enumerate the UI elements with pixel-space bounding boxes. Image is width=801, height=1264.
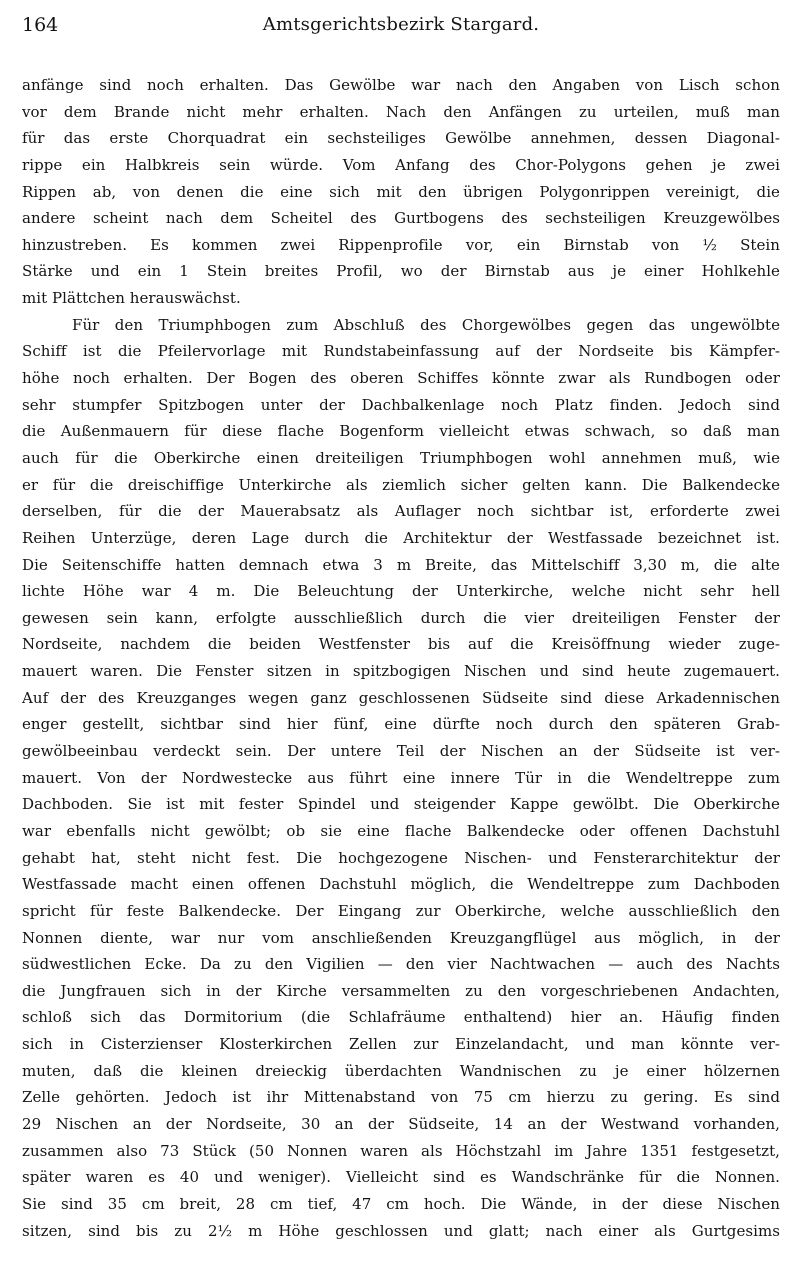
text-line: lichte Höhe war 4 m. Die Beleuchtung der Unterkirche, welche nicht sehr hell <box>22 582 780 601</box>
text-line: später waren es 40 und weniger). Vielleicht sind es Wandschränke für die Nonnen. <box>22 1168 780 1187</box>
running-title: Amtsgerichtsbezirk Stargard. <box>262 14 540 35</box>
text-line: höhe noch erhalten. Der Bogen des oberen Schiffes könnte zwar als Rundbogen oder <box>22 369 780 388</box>
text-line: Westfassade macht einen offenen Dachstuhl möglich, die Wendeltreppe zum Dachboden <box>22 875 780 894</box>
text-line: enger gestellt, sichtbar sind hier fünf, eine dürfte noch durch den späteren Grab- <box>22 715 780 734</box>
text-line: muten, daß die kleinen dreieckig überdachten Wandnischen zu je einer hölzernen <box>22 1061 780 1080</box>
text-line: Sie sind 35 cm breit, 28 cm tief, 47 cm hoch. Die Wände, in der diese Nischen <box>22 1194 780 1213</box>
text-line: Reihen Unterzüge, deren Lage durch die Architektur der Westfassade bezeichnet ist. <box>22 528 780 547</box>
text-line: Für den Triumphbogen zum Abschluß des Chorgewölbes gegen das ungewölbte <box>72 315 780 334</box>
text-line: Zelle gehörten. Jedoch ist ihr Mittenabstand von 75 cm hierzu zu gering. Es sind <box>22 1088 780 1107</box>
text-line: für das erste Chorquadrat ein sechsteiliges Gewölbe annehmen, dessen Diagonal- <box>22 129 780 148</box>
text-line: er für die dreischiffige Unterkirche als ziemlich sicher gelten kann. Die Balkendecke <box>22 475 780 494</box>
text-line: 29 Nischen an der Nordseite, 30 an der Südseite, 14 an der Westwand vorhanden, <box>22 1114 780 1133</box>
page-header <box>22 10 780 40</box>
text-line: Rippen ab, von denen die eine sich mit den übrigen Polygonrippen vereinigt, die <box>22 182 780 201</box>
text-line: Dachboden. Sie ist mit fester Spindel und steigender Kappe gewölbt. Die Oberkirche <box>22 795 780 814</box>
text-line: andere scheint nach dem Scheitel des Gurtbogens des sechsteiligen Kreuzgewölbes <box>22 209 780 228</box>
paragraph-1 <box>22 72 780 312</box>
text-line: gehabt hat, steht nicht fest. Die hochgezogene Nischen- und Fensterarchitektur der <box>22 848 780 867</box>
text-line: gewesen sein kann, erfolgte ausschließlich durch die vier dreiteiligen Fenster der <box>22 608 780 627</box>
text-line: auch für die Oberkirche einen dreiteiligen Triumphbogen wohl annehmen muß, wie <box>22 448 780 467</box>
text-line: vor dem Brande nicht mehr erhalten. Nach den Anfängen zu urteilen, muß man <box>22 102 780 121</box>
text-line: Stärke und ein 1 Stein breites Profil, wo der Birnstab aus je einer Hohlkehle <box>22 262 780 281</box>
text-line: Nonnen diente, war nur vom anschließenden Kreuzgangflügel aus möglich, in der <box>22 928 780 947</box>
text-line: die Außenmauern für diese flache Bogenform vielleicht etwas schwach, so daß man <box>22 422 780 441</box>
text-line: war ebenfalls nicht gewölbt; ob sie eine flache Balkendecke oder offenen Dachstuhl <box>22 821 780 840</box>
text-line: Nordseite, nachdem die beiden Westfenster bis auf die Kreisöffnung wieder zuge- <box>22 635 780 654</box>
text-line: mauert waren. Die Fenster sitzen in spitzbogigen Nischen und sind heute zugemauert. <box>22 662 780 681</box>
text-line: derselben, für die der Mauerabsatz als Auflager noch sichtbar ist, erforderte zwei <box>22 502 780 521</box>
document-page <box>22 10 780 1244</box>
text-line: Auf der des Kreuzganges wegen ganz geschlossenen Südseite sind diese Arkadennischen <box>22 688 780 707</box>
page-number: 164 <box>22 14 59 36</box>
text-line: spricht für feste Balkendecke. Der Eingang zur Oberkirche, welche ausschließlich den <box>22 901 780 920</box>
text-line: sich in Cisterzienser Klosterkirchen Zellen zur Einzelandacht, und man könnte ver- <box>22 1035 780 1054</box>
text-line: sehr stumpfer Spitzbogen unter der Dachbalkenlage noch Platz finden. Jedoch sind <box>22 395 780 414</box>
text-line: mauert. Von der Nordwestecke aus führt eine innere Tür in die Wendeltreppe zum <box>22 768 780 787</box>
body-text <box>22 72 780 1244</box>
text-line: die Jungfrauen sich in der Kirche versammelten zu den vorgeschriebenen Andachten, <box>22 981 780 1000</box>
text-line: südwestlichen Ecke. Da zu den Vigilien — den vier Nachtwachen — auch des Nachts <box>22 955 780 974</box>
text-line: hinzustreben. Es kommen zwei Rippenprofile vor, ein Birnstab von ½ Stein <box>22 235 780 254</box>
text-line: Schiff ist die Pfeilervorlage mit Rundstabeinfassung auf der Nordseite bis Kämpfer- <box>22 342 780 361</box>
text-line: Die Seitenschiffe hatten demnach etwa 3 m Breite, das Mittelschiff 3,30 m, die alte <box>22 555 780 574</box>
text-line: anfänge sind noch erhalten. Das Gewölbe war nach den Angaben von Lisch schon <box>22 76 780 94</box>
text-line: sitzen, sind bis zu 2½ m Höhe geschlossen und glatt; nach einer als Gurtgesims <box>22 1221 780 1240</box>
text-line: rippe ein Halbkreis sein würde. Vom Anfang des Chor-Polygons gehen je zwei <box>22 155 780 174</box>
paragraph-2 <box>22 312 780 1244</box>
text-line: schloß sich das Dormitorium (die Schlafräume enthaltend) hier an. Häufig finden <box>22 1008 780 1027</box>
text-line: gewölbeeinbau verdeckt sein. Der untere Teil der Nischen an der Südseite ist ver- <box>22 742 780 761</box>
text-line: mit Plättchen herauswächst. <box>22 289 241 308</box>
text-line: zusammen also 73 Stück (50 Nonnen waren als Höchstzahl im Jahre 1351 festgesetzt, <box>22 1141 780 1160</box>
